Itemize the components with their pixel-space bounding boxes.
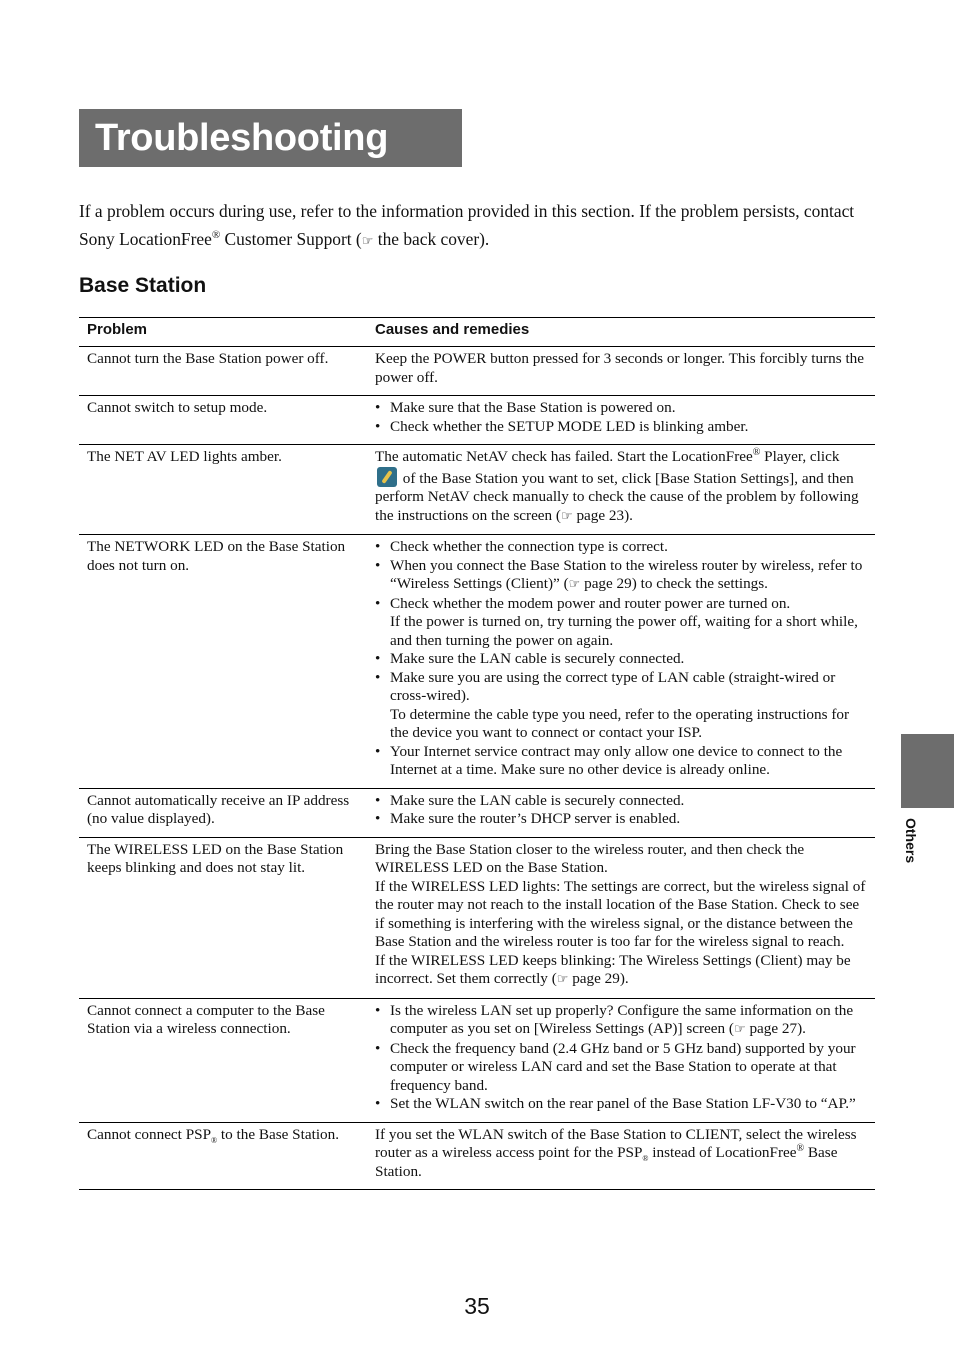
list-item: • Make sure the router’s DHCP server is enabled. (375, 810, 867, 829)
reference-hand-icon: ☞ (361, 234, 374, 249)
list-item: • Check the frequency band (2.4 GHz band or 5 GHz band) supported by your computer or wireless LAN card and set the Base Station to operate at that frequency band. (375, 1040, 867, 1096)
remedy-header: Causes and remedies (367, 318, 875, 347)
remedy-list (375, 792, 867, 829)
problem-cell: The WIRELESS LED on the Base Station keeps blinking and does not stay lit. (79, 837, 367, 998)
remedy-cell (367, 535, 875, 789)
problem-cell: The NETWORK LED on the Base Station does not turn on. (79, 535, 367, 789)
list-item-text: When you connect the Base Station to the wireless router by wireless, refer to “Wireless Settings (Client)” ( (390, 556, 863, 592)
page-title: Troubleshooting (95, 117, 389, 159)
list-item: • Check whether the connection type is correct. (375, 538, 867, 557)
list-item-text: page 29) to check the settings. (580, 575, 768, 592)
side-tab-text: Others (903, 818, 919, 864)
table-row (79, 788, 875, 837)
remedy-cell (367, 445, 875, 535)
remedy-cell (367, 837, 875, 998)
table-row (79, 445, 875, 535)
reference-hand-icon: ☞ (556, 972, 569, 987)
remedy-text: Bring the Base Station closer to the wireless router, and then check the WIRELESS LED on the Base Station. (375, 840, 805, 876)
remedy-text: page 29). (568, 970, 629, 987)
remedy-cell (367, 998, 875, 1122)
list-item (375, 1002, 867, 1040)
registered-mark: ® (211, 1135, 218, 1145)
registered-mark: ® (211, 229, 221, 242)
remedy-text: If you set the WLAN switch of the Base Station to CLIENT, select the wireless router as a wireless access point for the PSP (375, 1125, 857, 1161)
section-title: Base Station (79, 274, 207, 297)
remedy-text: Player, click (760, 448, 840, 465)
list-item-note: To determine the cable type you need, refer to the operating instructions for the device you want to connect or contact your ISP. (390, 705, 850, 741)
side-tab-label (897, 818, 941, 870)
table-row (79, 837, 875, 998)
problem-header: Problem (79, 318, 367, 347)
list-item: • Make sure the LAN cable is securely connected. (375, 650, 867, 669)
problem-cell: Cannot switch to setup mode. (79, 396, 367, 445)
list-item-text: page 27). (745, 1020, 806, 1037)
reference-hand-icon: ☞ (568, 577, 581, 592)
troubleshooting-table (79, 317, 875, 1190)
list-item (375, 557, 867, 595)
problem-cell: Cannot automatically receive an IP address (no value displayed). (79, 788, 367, 837)
intro-text: If a problem occurs during use, refer to the information provided in this section. If the problem persists, contact Sony LocationFree (79, 201, 855, 249)
intro-text-2: Customer Support ( (220, 229, 362, 249)
registered-mark: ® (752, 446, 761, 458)
list-item-text: Check whether the modem power and router power are turned on. (390, 594, 791, 612)
problem-cell: The NET AV LED lights amber. (79, 445, 367, 535)
table-row (79, 998, 875, 1122)
list-item: • Make sure the LAN cable is securely connected. (375, 792, 867, 811)
reference-hand-icon: ☞ (561, 508, 573, 524)
remedy-list (375, 399, 867, 436)
reference-hand-icon: ☞ (733, 1022, 746, 1037)
remedy-text: instead of LocationFree (648, 1144, 797, 1161)
list-item: • Make sure that the Base Station is powered on. (375, 399, 867, 418)
list-item: • Set the WLAN switch on the rear panel of the Base Station LF-V30 to “AP.” (375, 1095, 867, 1114)
table-row (79, 396, 875, 445)
table-row (79, 535, 875, 789)
table-header-row (79, 318, 875, 347)
intro-text-3: the back cover). (373, 229, 490, 249)
remedy-text: Base Station. (375, 1144, 838, 1180)
side-tab (901, 734, 954, 808)
list-item: • Check whether the SETUP MODE LED is blinking amber. (375, 418, 867, 437)
list-item (375, 669, 867, 743)
remedy-list (375, 1002, 867, 1114)
problem-cell: Cannot connect a computer to the Base Station via a wireless connection. (79, 998, 367, 1122)
list-item-note: If the power is turned on, try turning the power off, waiting for a short while, and then turning the power on again. (390, 613, 858, 649)
intro-paragraph (79, 197, 879, 256)
remedy-text: of the Base Station you want to set, click [Base Station Settings], and then perform NetAV check manually to check the cause of the problem by following the instructions on the screen ( (375, 469, 859, 524)
list-item (375, 595, 867, 651)
settings-tool-icon (377, 467, 397, 487)
list-item-text: Is the wireless LAN set up properly? Configure the same information on the computer as you set on [Wireless Settings (AP)] screen ( (390, 1001, 854, 1037)
list-item: • Your Internet service contract may only allow one device to connect to the Internet at a time. Make sure no other device is already online. (375, 743, 867, 780)
remedy-cell: Keep the POWER button pressed for 3 seconds or longer. This forcibly turns the power off. (367, 347, 875, 396)
registered-mark: ® (796, 1142, 805, 1154)
problem-cell (79, 1122, 367, 1190)
remedy-text: If the WIRELESS LED lights: The settings are correct, but the wireless signal of the router may not reach to the install location of the Base Station. Check to see if something is interfering with the wireless signal, or the distance between the Base Station and the wireless router is too far for the wireless signal to reach. (375, 877, 866, 950)
title-bar (79, 109, 462, 167)
remedy-text: If the WIRELESS LED keeps blinking: The Wireless Settings (Client) may be incorrect. Set them correctly ( (375, 951, 851, 987)
remedy-list (375, 538, 867, 780)
registered-mark: ® (642, 1154, 649, 1164)
remedy-text: page 23). (572, 506, 633, 524)
problem-cell: Cannot turn the Base Station power off. (79, 347, 367, 396)
problem-text: to the Base Station. (217, 1125, 340, 1143)
table-row (79, 347, 875, 396)
remedy-cell (367, 788, 875, 837)
table-row (79, 1122, 875, 1190)
problem-text: Cannot connect PSP (87, 1125, 212, 1143)
page-number: 35 (464, 1293, 490, 1319)
remedy-cell (367, 396, 875, 445)
remedy-text: The automatic NetAV check has failed. Start the LocationFree (375, 448, 753, 465)
remedy-cell (367, 1122, 875, 1190)
list-item-text: Make sure you are using the correct type of LAN cable (straight-wired or cross-wired). (390, 668, 836, 704)
